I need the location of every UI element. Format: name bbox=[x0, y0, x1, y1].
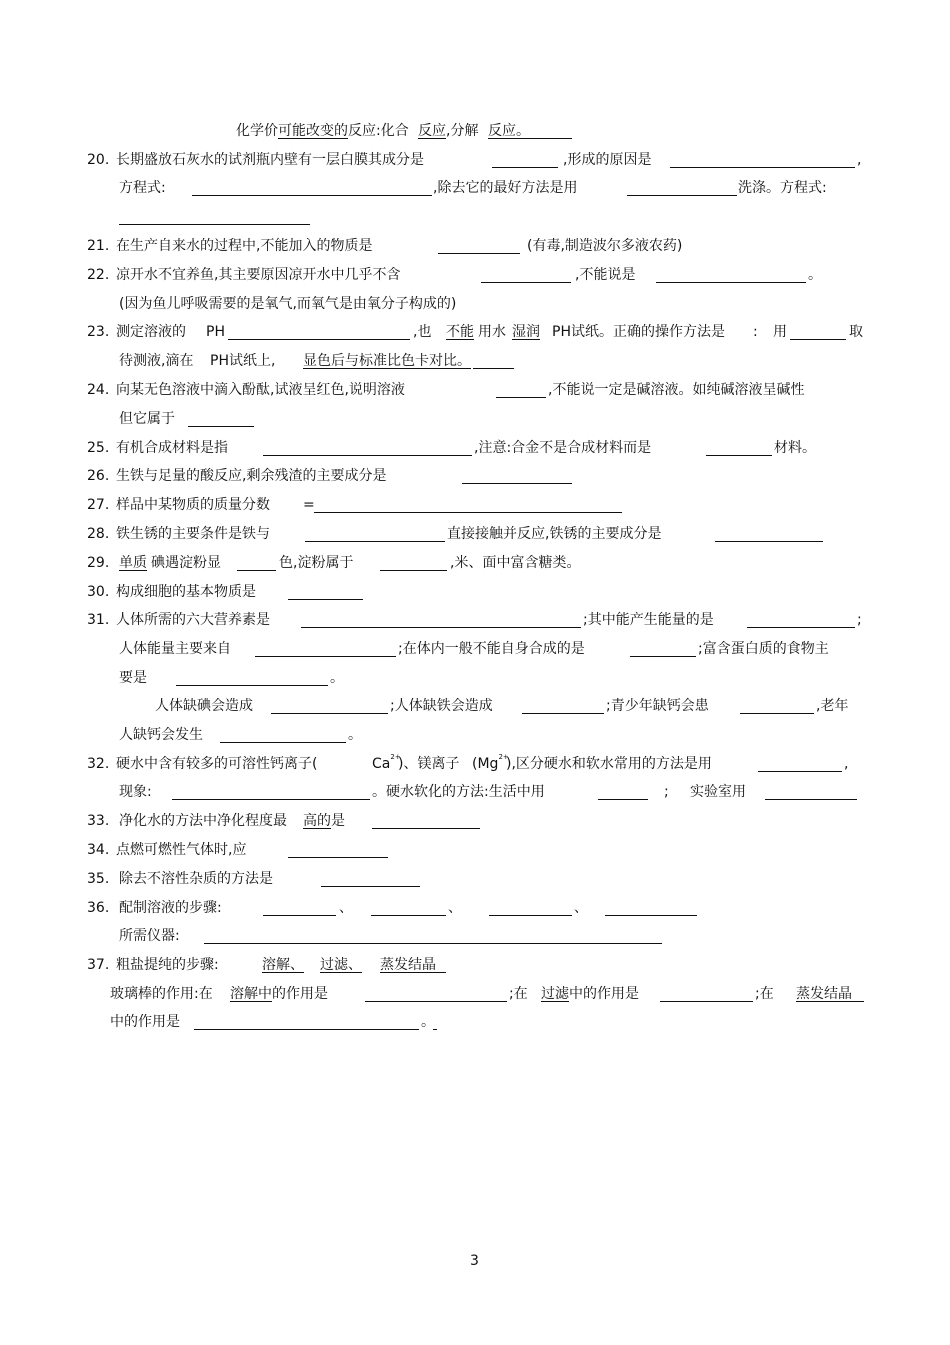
question-text: 高的 bbox=[303, 813, 331, 829]
question-text: 直接接触并反应,铁锈的主要成分是 bbox=[447, 526, 662, 542]
answer-blank[interactable] bbox=[489, 898, 572, 916]
question-text: ;其中能产生能量的是 bbox=[583, 612, 714, 628]
line-q23b bbox=[0, 351, 950, 371]
question-text: 是 bbox=[331, 813, 345, 829]
question-text: 除去不溶性杂质的方法是 bbox=[119, 871, 273, 887]
answer-blank[interactable] bbox=[462, 466, 572, 484]
answer-blank[interactable] bbox=[192, 178, 432, 196]
question-text: ),区分硬水和软水常用的方法是用 bbox=[506, 756, 712, 772]
question-text: 现象: bbox=[119, 784, 152, 800]
question-number: 26. bbox=[87, 468, 110, 484]
answer-blank[interactable] bbox=[765, 782, 857, 800]
question-text: 湿润 bbox=[512, 324, 540, 340]
answer-blank[interactable] bbox=[194, 1012, 419, 1030]
answer-blank[interactable] bbox=[255, 639, 396, 657]
question-number: 36. bbox=[87, 900, 110, 916]
question-text: 构成细胞的基本物质是 bbox=[116, 584, 256, 600]
question-text: 过滤 bbox=[541, 986, 569, 1002]
answer-blank[interactable] bbox=[627, 178, 737, 196]
line-valence bbox=[0, 121, 950, 141]
question-text: 单质 bbox=[119, 555, 147, 571]
answer-blank[interactable] bbox=[220, 725, 346, 743]
question-text: 凉开水不宜养鱼,其主要原因凉开水中几乎不含 bbox=[116, 267, 401, 283]
question-text: ;人体缺铁会造成 bbox=[390, 698, 493, 714]
answer-blank[interactable] bbox=[371, 898, 446, 916]
answer-blank[interactable] bbox=[598, 782, 648, 800]
answer-blank[interactable] bbox=[288, 582, 363, 600]
question-number: 37. bbox=[87, 957, 110, 973]
question-text: 方程式: bbox=[119, 180, 166, 196]
question-text: 硬水中含有较多的可溶性钙离子( bbox=[116, 756, 318, 772]
answer-blank[interactable] bbox=[172, 782, 370, 800]
answer-blank[interactable] bbox=[740, 696, 814, 714]
answer-blank[interactable] bbox=[321, 869, 420, 887]
question-text: $Ca^{2+}$ bbox=[372, 753, 401, 772]
line-q29 bbox=[0, 553, 950, 573]
line-q31b bbox=[0, 639, 950, 659]
question-text: 溶解中 bbox=[230, 986, 272, 1002]
answer-blank[interactable] bbox=[237, 553, 276, 571]
question-text: 样品中某物质的质量分数 bbox=[116, 497, 270, 513]
answer-blank[interactable] bbox=[436, 955, 446, 973]
question-text: 配制溶液的步骤: bbox=[119, 900, 222, 916]
line-q31e bbox=[0, 725, 950, 745]
question-text: ,形成的原因是 bbox=[563, 152, 652, 168]
question-number: 27. bbox=[87, 497, 110, 513]
superscript-charge: 2+ bbox=[498, 753, 509, 761]
question-text: 可能改变的 bbox=[278, 123, 348, 139]
question-text: ;在 bbox=[509, 986, 528, 1002]
answer-blank[interactable] bbox=[630, 639, 696, 657]
question-text: 。 bbox=[330, 670, 344, 686]
question-text: 要是 bbox=[119, 670, 147, 686]
question-text: 粗盐提纯的步骤: bbox=[116, 957, 219, 973]
question-text: 材料。 bbox=[774, 440, 816, 456]
answer-blank[interactable] bbox=[852, 984, 864, 1002]
question-text: ($Mg^{2+}$ bbox=[472, 753, 509, 772]
answer-blank[interactable] bbox=[758, 754, 842, 772]
answer-blank[interactable] bbox=[473, 351, 514, 369]
question-text: 显色后与标准比色卡对比。 bbox=[303, 353, 471, 369]
question-text: 洗涤。方程式: bbox=[738, 180, 827, 196]
question-number: 28. bbox=[87, 526, 110, 542]
question-text: 碘遇淀粉显 bbox=[151, 555, 221, 571]
answer-blank[interactable] bbox=[656, 265, 806, 283]
question-text: 有机合成材料是指 bbox=[116, 440, 228, 456]
answer-blank[interactable] bbox=[496, 380, 546, 398]
answer-blank[interactable] bbox=[188, 409, 254, 427]
answer-blank[interactable] bbox=[492, 150, 558, 168]
line-q37a bbox=[0, 955, 950, 975]
question-text: 蒸发结晶 bbox=[380, 957, 436, 973]
question-text: ,除去它的最好方法是用 bbox=[433, 180, 578, 196]
question-text: 用水 bbox=[478, 324, 506, 340]
question-text: ,不能说是 bbox=[575, 267, 636, 283]
question-text: ,也 bbox=[413, 324, 432, 340]
line-q30 bbox=[0, 582, 950, 602]
question-text: 人缺钙会发生 bbox=[119, 727, 203, 743]
superscript-charge: 2+ bbox=[390, 753, 401, 761]
question-text: 所需仪器: bbox=[119, 928, 180, 944]
question-text: 中的作用是 bbox=[569, 986, 639, 1002]
answer-blank[interactable] bbox=[481, 265, 571, 283]
question-text: ; bbox=[664, 784, 669, 800]
line-q24a bbox=[0, 380, 950, 400]
question-text: 用 bbox=[773, 324, 787, 340]
question-text: : bbox=[753, 324, 758, 340]
question-text: PH试纸。正确的操作方法是 bbox=[552, 324, 725, 340]
question-text: 反应:化合 bbox=[348, 123, 409, 139]
line-q36b bbox=[0, 926, 950, 946]
answer-blank[interactable] bbox=[660, 984, 753, 1002]
question-text: ,分解 bbox=[446, 123, 479, 139]
question-text: ,注意:合金不是合成材料而是 bbox=[474, 440, 652, 456]
question-text: ,米、面中富含糖类。 bbox=[450, 555, 581, 571]
line-q22b bbox=[0, 294, 950, 314]
question-text: 长期盛放石灰水的试剂瓶内壁有一层白膜其成分是 bbox=[116, 152, 424, 168]
answer-blank[interactable] bbox=[605, 898, 697, 916]
answer-blank[interactable] bbox=[365, 984, 507, 1002]
line-q36a bbox=[0, 898, 950, 918]
question-text: 的作用是 bbox=[272, 986, 328, 1002]
question-text: 待测液,滴在 bbox=[119, 353, 194, 369]
question-text: 向某无色溶液中滴入酚酞,试液呈红色,说明溶液 bbox=[116, 382, 405, 398]
question-text: 。 bbox=[808, 267, 822, 283]
line-q20a bbox=[0, 150, 950, 170]
line-q20c bbox=[0, 207, 950, 227]
question-number: 20. bbox=[87, 152, 110, 168]
question-number: 23. bbox=[87, 324, 110, 340]
answer-blank[interactable] bbox=[314, 495, 622, 513]
question-text: 。 bbox=[421, 1014, 435, 1030]
question-text: PH试纸上, bbox=[210, 353, 276, 369]
question-text: ;在体内一般不能自身合成的是 bbox=[398, 641, 585, 657]
answer-blank[interactable] bbox=[530, 121, 572, 139]
question-text: 玻璃棒的作用:在 bbox=[110, 986, 213, 1002]
question-text: (有毒,制造波尔多液农药) bbox=[527, 238, 683, 254]
question-text: 取 bbox=[849, 324, 863, 340]
question-text: 铁生锈的主要条件是铁与 bbox=[116, 526, 270, 542]
answer-blank[interactable] bbox=[715, 524, 823, 542]
question-text: 蒸发结晶 bbox=[796, 986, 852, 1002]
question-text: 生铁与足量的酸反应,剩余残渣的主要成分是 bbox=[116, 468, 387, 484]
line-q32b bbox=[0, 782, 950, 802]
question-text: 中的作用是 bbox=[110, 1014, 180, 1030]
question-text: PH bbox=[206, 324, 225, 340]
question-text: 。硬水软化的方法:生活中用 bbox=[372, 784, 545, 800]
question-text: 化学价 bbox=[236, 123, 278, 139]
answer-blank[interactable] bbox=[438, 236, 520, 254]
question-number: 21. bbox=[87, 238, 110, 254]
answer-blank[interactable] bbox=[119, 207, 310, 225]
answer-blank[interactable] bbox=[706, 438, 772, 456]
question-text: 不能 bbox=[446, 324, 474, 340]
question-text: 反应。 bbox=[488, 123, 530, 139]
question-text: ;富含蛋白质的食物主 bbox=[698, 641, 829, 657]
line-q31c bbox=[0, 668, 950, 688]
question-text: (因为鱼儿呼吸需要的是氧气,而氧气是由氧分子构成的) bbox=[119, 296, 457, 312]
line-q22a bbox=[0, 265, 950, 285]
question-text: 反应 bbox=[418, 123, 446, 139]
question-text: 点燃可燃性气体时,应 bbox=[116, 842, 247, 858]
answer-blank[interactable] bbox=[204, 926, 662, 944]
question-number: 25. bbox=[87, 440, 110, 456]
question-text: 色,淀粉属于 bbox=[279, 555, 354, 571]
question-number: 31. bbox=[87, 612, 110, 628]
line-q21 bbox=[0, 236, 950, 256]
question-number: 22. bbox=[87, 267, 110, 283]
question-number: 33. bbox=[87, 813, 110, 829]
answer-blank[interactable] bbox=[176, 668, 328, 686]
question-number: 35. bbox=[87, 871, 110, 887]
question-text: ; bbox=[857, 612, 862, 628]
answer-blank[interactable] bbox=[263, 898, 336, 916]
line-q25 bbox=[0, 438, 950, 458]
question-text: 、 bbox=[339, 900, 353, 916]
question-text: 溶解、 bbox=[262, 957, 304, 973]
question-text: = bbox=[303, 497, 315, 513]
question-number: 32. bbox=[87, 756, 110, 772]
line-q32a bbox=[0, 754, 950, 774]
question-text: 人体能量主要来自 bbox=[119, 641, 231, 657]
answer-blank[interactable] bbox=[288, 840, 388, 858]
answer-blank[interactable] bbox=[433, 1012, 437, 1030]
line-q37b bbox=[0, 984, 950, 1004]
line-q35 bbox=[0, 869, 950, 889]
answer-blank[interactable] bbox=[228, 322, 410, 340]
question-text: 净化水的方法中净化程度最 bbox=[119, 813, 287, 829]
answer-blank[interactable] bbox=[670, 150, 855, 168]
line-q26 bbox=[0, 466, 950, 486]
question-text: 、 bbox=[448, 900, 462, 916]
line-q31a bbox=[0, 610, 950, 630]
question-text: ;青少年缺钙会患 bbox=[606, 698, 709, 714]
line-q23a bbox=[0, 322, 950, 342]
line-q20b bbox=[0, 178, 950, 198]
question-text: 但它属于 bbox=[119, 411, 175, 427]
question-number: 30. bbox=[87, 584, 110, 600]
question-text: 、 bbox=[574, 900, 588, 916]
line-q37c bbox=[0, 1012, 950, 1032]
answer-blank[interactable] bbox=[271, 696, 388, 714]
answer-blank[interactable] bbox=[380, 553, 447, 571]
question-number: 24. bbox=[87, 382, 110, 398]
question-text: )、镁离子 bbox=[398, 756, 460, 772]
answer-blank[interactable] bbox=[790, 322, 846, 340]
line-q31d bbox=[0, 696, 950, 716]
question-text: 人体缺碘会造成 bbox=[155, 698, 253, 714]
question-text: , bbox=[844, 756, 849, 772]
line-q28 bbox=[0, 524, 950, 544]
answer-blank[interactable] bbox=[372, 811, 480, 829]
question-text: 人体所需的六大营养素是 bbox=[116, 612, 270, 628]
question-number: 29. bbox=[87, 555, 110, 571]
answer-blank[interactable] bbox=[301, 610, 581, 628]
question-text: 。 bbox=[348, 727, 362, 743]
line-q34 bbox=[0, 840, 950, 860]
line-q33 bbox=[0, 811, 950, 831]
question-text: ;在 bbox=[755, 986, 774, 1002]
line-q27 bbox=[0, 495, 950, 515]
answer-blank[interactable] bbox=[522, 696, 604, 714]
question-text: 测定溶液的 bbox=[116, 324, 186, 340]
question-text: 在生产自来水的过程中,不能加入的物质是 bbox=[116, 238, 373, 254]
answer-blank[interactable] bbox=[263, 438, 472, 456]
line-q24b bbox=[0, 409, 950, 429]
question-text: 实验室用 bbox=[690, 784, 746, 800]
page-number: 3 bbox=[470, 1253, 479, 1269]
question-text: ,老年 bbox=[816, 698, 849, 714]
question-number: 34. bbox=[87, 842, 110, 858]
question-text: , bbox=[857, 152, 862, 168]
answer-blank[interactable] bbox=[747, 610, 855, 628]
question-text: 过滤、 bbox=[320, 957, 362, 973]
answer-blank[interactable] bbox=[305, 524, 445, 542]
question-text: ,不能说一定是碱溶液。如纯碱溶液呈碱性 bbox=[548, 382, 805, 398]
